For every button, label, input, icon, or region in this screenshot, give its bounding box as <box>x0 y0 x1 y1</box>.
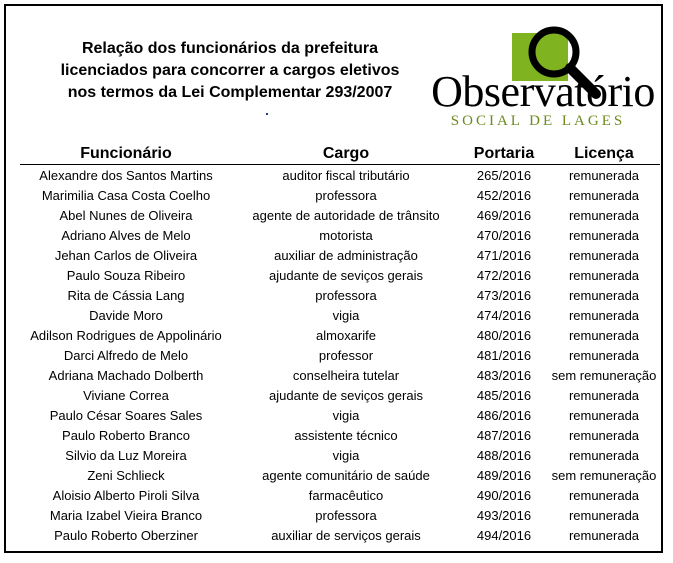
cell-licenca: remunerada <box>568 387 640 403</box>
cell-funcionario: Adilson Rodrigues de Appolinário <box>30 327 222 343</box>
cell-portaria: 452/2016 <box>476 187 532 203</box>
cell-licenca: remunerada <box>568 507 640 523</box>
cell-cargo: auxiliar de administração <box>274 247 418 263</box>
cell-portaria: 481/2016 <box>476 347 532 363</box>
cell-cargo: ajudante de seviços gerais <box>269 267 423 283</box>
cell-portaria: 473/2016 <box>476 287 532 303</box>
cell-portaria: 265/2016 <box>476 167 532 183</box>
table-row <box>20 305 660 325</box>
cell-licenca: remunerada <box>568 487 640 503</box>
table-row <box>20 505 660 525</box>
cell-portaria: 469/2016 <box>476 207 532 223</box>
cell-funcionario: Paulo Roberto Oberziner <box>54 527 198 543</box>
cell-licenca: remunerada <box>568 227 640 243</box>
cell-cargo: professora <box>315 287 377 303</box>
cell-funcionario: Maria Izabel Vieira Branco <box>49 507 203 523</box>
table-row <box>20 185 660 205</box>
cell-cargo: vigia <box>332 407 360 423</box>
table-row <box>20 165 660 186</box>
cell-licenca: remunerada <box>568 327 640 343</box>
cell-funcionario: Alexandre dos Santos Martins <box>39 167 213 183</box>
cell-portaria: 494/2016 <box>476 527 532 543</box>
cell-portaria: 471/2016 <box>476 247 532 263</box>
employees-table <box>20 144 660 545</box>
table-row <box>20 425 660 445</box>
cell-funcionario: Rita de Cássia Lang <box>67 287 185 303</box>
cell-portaria: 485/2016 <box>476 387 532 403</box>
cell-licenca: remunerada <box>568 307 640 323</box>
cell-licenca: sem remuneração <box>551 367 657 383</box>
table-row <box>20 325 660 345</box>
cell-cargo: agente de autoridade de trânsito <box>252 207 440 223</box>
cell-cargo: auditor fiscal tributário <box>282 167 410 183</box>
cell-cargo: assistente técnico <box>294 427 398 443</box>
cell-licenca: remunerada <box>568 527 640 543</box>
table-row <box>20 285 660 305</box>
cell-portaria: 488/2016 <box>476 447 532 463</box>
table-row <box>20 525 660 545</box>
cell-licenca: remunerada <box>568 347 640 363</box>
cell-cargo: motorista <box>319 227 373 243</box>
cell-cargo: agente comunitário de saúde <box>262 467 430 483</box>
cell-portaria: 480/2016 <box>476 327 532 343</box>
table-row <box>20 265 660 285</box>
table-row <box>20 365 660 385</box>
cell-funcionario: Adriano Alves de Melo <box>61 227 191 243</box>
table-row <box>20 445 660 465</box>
cell-cargo: ajudante de seviços gerais <box>269 387 423 403</box>
table-row <box>20 245 660 265</box>
cell-portaria: 470/2016 <box>476 227 532 243</box>
cell-portaria: 490/2016 <box>476 487 532 503</box>
cell-funcionario: Silvio da Luz Moreira <box>65 447 187 463</box>
cell-licenca: remunerada <box>568 167 640 183</box>
cell-cargo: almoxarife <box>316 327 376 343</box>
cell-cargo: professora <box>315 187 377 203</box>
cell-cargo: professora <box>315 507 377 523</box>
cell-portaria: 472/2016 <box>476 267 532 283</box>
cell-cargo: professor <box>318 347 374 363</box>
cell-portaria: 489/2016 <box>476 467 532 483</box>
logo-title: Observatório <box>431 67 655 116</box>
stray-dot <box>266 113 268 115</box>
cell-licenca: remunerada <box>568 447 640 463</box>
cell-portaria: 483/2016 <box>476 367 532 383</box>
cell-cargo: vigia <box>332 447 360 463</box>
cell-portaria: 487/2016 <box>476 427 532 443</box>
table-row <box>20 205 660 225</box>
table-row <box>20 465 660 485</box>
cell-funcionario: Aloisio Alberto Piroli Silva <box>52 487 200 503</box>
cell-portaria: 474/2016 <box>476 307 532 323</box>
cell-licenca: remunerada <box>568 267 640 283</box>
logo-subtitle: SOCIAL DE LAGES <box>450 113 626 129</box>
cell-licenca: remunerada <box>568 287 640 303</box>
header-licenca: Licença <box>548 144 660 165</box>
cell-portaria: 493/2016 <box>476 507 532 523</box>
table-row <box>20 385 660 405</box>
cell-licenca: remunerada <box>568 407 640 423</box>
cell-cargo: farmacêutico <box>308 487 384 503</box>
header-cargo: Cargo <box>232 144 460 165</box>
cell-cargo: conselheira tutelar <box>292 367 400 383</box>
cell-licenca: sem remuneração <box>551 467 657 483</box>
title-line: nos termos da Lei Complementar 293/2007 <box>67 84 393 101</box>
cell-licenca: remunerada <box>568 187 640 203</box>
table-row <box>20 405 660 425</box>
cell-cargo: vigia <box>332 307 360 323</box>
cell-funcionario: Paulo Souza Ribeiro <box>66 267 186 283</box>
header-portaria: Portaria <box>460 144 548 165</box>
cell-funcionario: Adriana Machado Dolberth <box>48 367 204 383</box>
cell-cargo: auxiliar de serviços gerais <box>271 527 421 543</box>
cell-funcionario: Abel Nunes de Oliveira <box>59 207 193 223</box>
cell-funcionario: Viviane Correa <box>83 387 169 403</box>
cell-funcionario: Paulo César Soares Sales <box>49 407 203 423</box>
header-funcionario: Funcionário <box>20 144 232 165</box>
table-header-row <box>20 144 660 165</box>
title-line: licenciados para concorrer a cargos eletivos <box>60 62 400 79</box>
cell-licenca: remunerada <box>568 207 640 223</box>
table-row <box>20 345 660 365</box>
cell-funcionario: Darci Alfredo de Melo <box>63 347 189 363</box>
table-row <box>20 225 660 245</box>
document-title <box>40 38 420 104</box>
cell-funcionario: Davide Moro <box>89 307 163 323</box>
cell-licenca: remunerada <box>568 247 640 263</box>
cell-funcionario: Zeni Schlieck <box>87 467 165 483</box>
cell-licenca: remunerada <box>568 427 640 443</box>
cell-funcionario: Jehan Carlos de Oliveira <box>54 247 198 263</box>
table-row <box>20 485 660 505</box>
title-line: Relação dos funcionários da prefeitura <box>81 40 379 57</box>
cell-funcionario: Paulo Roberto Branco <box>62 427 190 443</box>
cell-funcionario: Marimilia Casa Costa Coelho <box>41 187 211 203</box>
cell-portaria: 486/2016 <box>476 407 532 423</box>
